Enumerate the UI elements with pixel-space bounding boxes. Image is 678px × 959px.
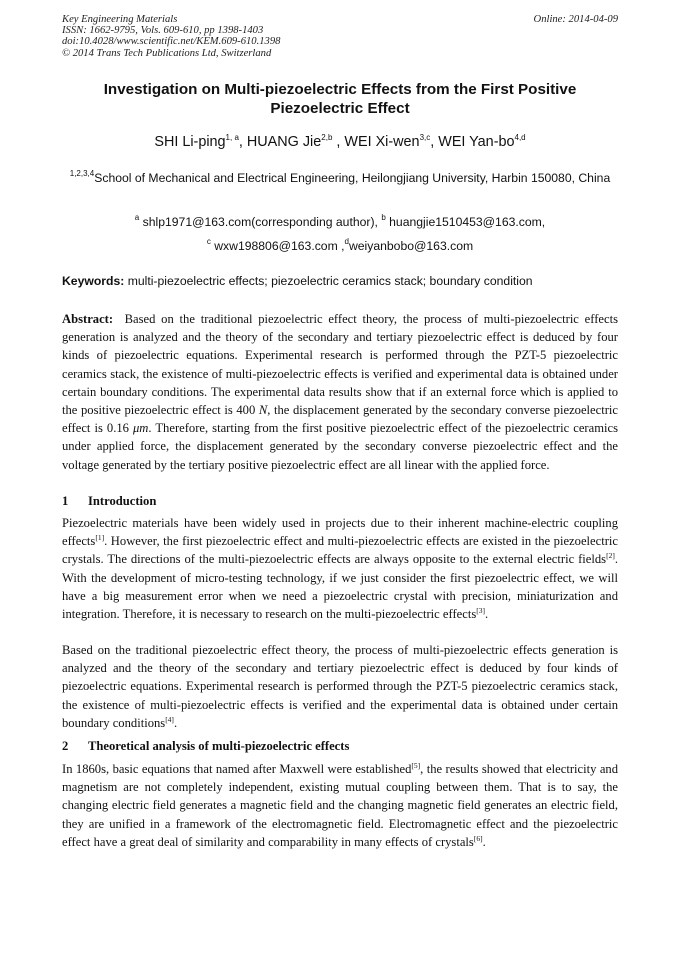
section-number: 1 bbox=[62, 494, 69, 508]
author-name: WEI Yan-bo bbox=[438, 134, 515, 150]
email-b: huangjie1510453@163.com, bbox=[389, 215, 546, 229]
text-run: Based on the traditional piezoelectric effect theory, the process of multi-piezoelectric effects generation is analyzed and the theory of the secondary and tertiary piezoelectric effect is deduced by four kinds of piezoelectric equations. Experimental research is performed through the PZT-5 piezoelectric ceramics stack, the existence of multi-piezoelectric effects is verified and the experimental data is obtained under certain boundary conditions bbox=[62, 643, 618, 730]
abstract-text-1: Based on the traditional piezoelectric effect theory, the process of multi-piezoelectric effects generation is analyzed and the theory of the secondary and tertiary piezoelectric effect is deduced by four kinds of piezoelectric equations. Experimental research is performed through the PZT-5 piezoelectric ceramics stack, the existence of multi-piezoelectric effects is verified and experimental data is obtained under certain boundary conditions. The experimental data results show that if an external force which is applied to the positive piezoelectric effect is 400 bbox=[62, 312, 619, 418]
email-line-2 bbox=[62, 234, 618, 258]
email-list bbox=[62, 210, 618, 258]
author-name: WEI Xi-wen bbox=[344, 134, 420, 150]
author-sup: 2,b bbox=[321, 133, 333, 142]
affiliation-sup: 1,2,3,4 bbox=[69, 169, 95, 178]
email-d: weiyanbobo@163.com bbox=[348, 239, 474, 253]
keywords-text: multi-piezoelectric effects; piezoelectric ceramics stack; boundary condition bbox=[127, 274, 533, 288]
keywords-label: Keywords: bbox=[62, 274, 125, 288]
text-run: . bbox=[485, 607, 489, 622]
section-title: Introduction bbox=[88, 494, 157, 508]
text-run: . bbox=[173, 715, 178, 730]
author-sup: 4,d bbox=[514, 133, 526, 142]
journal-name: Key Engineering Materials bbox=[62, 14, 178, 25]
text-run: Piezoelectric materials have been widely used in projects due to their inherent machine-electric coupling effects bbox=[62, 516, 618, 549]
citation: [6] bbox=[473, 833, 483, 843]
text-run: In 1860s, basic equations that named after Maxwell were established bbox=[62, 762, 412, 776]
abstract-text-2: , the displacement generated by the secondary converse piezoelectric effect is 0.16 bbox=[62, 403, 619, 436]
citation: [5] bbox=[411, 761, 421, 770]
affiliation bbox=[62, 168, 618, 188]
section-number: 2 bbox=[62, 739, 69, 753]
email-sup: b bbox=[381, 213, 386, 222]
journal-header bbox=[62, 14, 618, 59]
abstract-label: Abstract: bbox=[62, 312, 114, 326]
section-heading-introduction bbox=[62, 492, 618, 510]
citation: [4] bbox=[165, 714, 174, 724]
text-run: . However, the first piezoelectric effect and multi-piezoelectric effects are existed in the piezoelectric crystals. The directions of the multi-piezoelectric effects are always opposite to the external electric fields bbox=[62, 534, 618, 567]
email-line-1 bbox=[62, 210, 618, 234]
paragraph bbox=[62, 641, 618, 732]
section-heading-theory bbox=[62, 737, 618, 755]
issn-line: ISSN: 1662-9795, Vols. 609-610, pp 1398-1403 bbox=[62, 25, 264, 37]
copyright-line: © 2014 Trans Tech Publications Ltd, Switzerland bbox=[62, 47, 272, 59]
author-sup: 3,c bbox=[419, 133, 431, 142]
author-name: SHI Li-ping bbox=[154, 134, 226, 150]
abstract-text-3: . Therefore, starting from the first positive piezoelectric effect of the piezoelectric ceramics under applied force, the displacement generated by the secondary converse piezoelectric effect and the voltage generated by the tertiary positive piezoelectric effect are all linear with the applied force. bbox=[62, 421, 618, 472]
text-run: , the results showed that electricity and magnetism are not completely independent, existing mutual coupling between them. That is to say, the changing electric field generates a magnetic field and the changing magnetic field generates an electric field, they are unified in a framework of the electromagnetic field. Electromagnetic effect and the piezoelectric effect have a great deal of similarity and comparability in many effects of crystals bbox=[62, 762, 618, 849]
email-sup: a bbox=[134, 213, 140, 222]
paper-title: Investigation on Multi-piezoelectric Effects from the First Positive Piezoelectric Effect bbox=[103, 81, 577, 117]
citation: [2] bbox=[606, 551, 615, 561]
paragraph bbox=[62, 760, 618, 851]
author-name: HUANG Jie bbox=[246, 134, 322, 150]
citation: [3] bbox=[476, 606, 485, 616]
abstract bbox=[62, 310, 618, 474]
affiliation-text: School of Mechanical and Electrical Engineering, Heilongjiang University, Harbin 150080, China bbox=[94, 171, 611, 185]
text-run: . bbox=[482, 834, 486, 849]
email-a: shlp1971@163.com(corresponding author), bbox=[142, 215, 378, 229]
email-sup: d bbox=[344, 237, 349, 246]
unit-micrometer: μm bbox=[132, 421, 149, 436]
citation: [1] bbox=[95, 533, 105, 543]
keywords bbox=[62, 272, 618, 290]
author-sup: 1, a bbox=[225, 133, 239, 142]
section-title: Theoretical analysis of multi-piezoelectric effects bbox=[88, 739, 350, 753]
unit-newton: N bbox=[258, 403, 268, 418]
email-c: wxw198806@163.com , bbox=[214, 239, 345, 253]
doi-line: doi:10.4028/www.scientific.net/KEM.609-610.1398 bbox=[62, 36, 281, 48]
text-run: . With the development of micro-testing technology, if we just consider the first piezoelectric effect, we will have a big measurement error when we need a piezoelectric crystal with precision, miniaturization and integration. Therefore, it is necessary to research on the multi-piezoelectric effects bbox=[62, 552, 618, 622]
paragraph bbox=[62, 514, 618, 623]
online-date: Online: 2014-04-09 bbox=[533, 14, 618, 25]
author-list: SHI Li-ping$^{1, a}$, HUANG Jie$^{2,b}$ , WEI Xi-wen$^{3,c}$, WEI Yan-bo$^{4,d}$ bbox=[154, 133, 526, 150]
email-sup: c bbox=[206, 237, 211, 246]
